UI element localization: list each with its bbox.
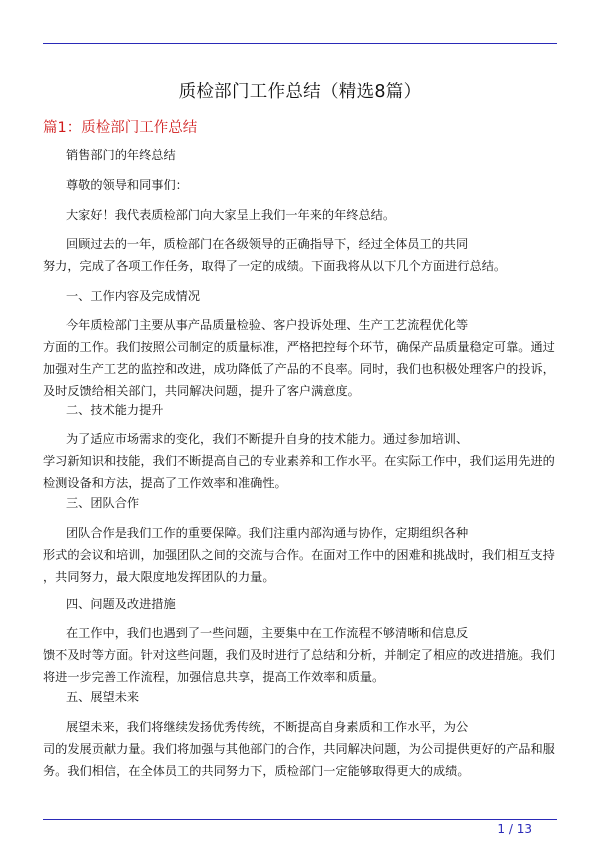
paragraph-1: 销售部门的年终总结 [66, 148, 176, 162]
page-indicator: 1 / 13 [497, 822, 532, 836]
footer-rule [43, 819, 557, 820]
document-title: 质检部门工作总结（精选8篇） [178, 82, 422, 102]
paragraph-tech-skills: 为了适应市场需求的变化，我们不断提升自身的技术能力。通过参加培训、 学习新知识和技能，我们不断提高自己的专业素养和工作水平。在实际工作中，我们运用先进的 检测设备和方法，提高了工作效率和准确性。 [43, 432, 555, 490]
paragraph-2: 尊敬的领导和同事们： [66, 178, 188, 192]
heading-work-content: 一、工作内容及完成情况 [66, 289, 201, 303]
heading-issues: 四、问题及改进措施 [66, 597, 176, 611]
heading-tech-skills: 二、技术能力提升 [66, 403, 164, 417]
paragraph-outlook: 展望未来，我们将继续发扬优秀传统，不断提高自身素质和工作水平，为公 司的发展贡献力量。我们将加强与其他部门的合作，共同解决问题，为公司提供更好的产品和服 务。我们相信，在全体员工的共同努力下，质检部门一定能够取得更大的成绩。 [43, 720, 555, 778]
paragraph-work-content: 今年质检部门主要从事产品质量检验、客户投诉处理、生产工艺流程优化等 方面的工作。我们按照公司制定的质量标准，严格把控每个环节，确保产品质量稳定可靠。通过 加强对生产工艺的监控和改进，成功降低了产品的不良率。同时，我们也积极处理客户的投诉， 及时反馈给相关部门，共同解决问题，提升了客户满意度。 [43, 318, 555, 398]
heading-teamwork: 三、团队合作 [66, 496, 140, 510]
paragraph-3: 大家好！我代表质检部门向大家呈上我们一年来的年终总结。 [66, 208, 396, 222]
section-heading: 篇1：质检部门工作总结 [43, 120, 198, 136]
heading-outlook: 五、展望未来 [66, 690, 140, 704]
paragraph-4: 回顾过去的一年，质检部门在各级领导的正确指导下，经过全体员工的共同 努力，完成了各项工作任务，取得了一定的成绩。下面我将从以下几个方面进行总结。 [43, 237, 507, 273]
paragraph-teamwork: 团队合作是我们工作的重要保障。我们注重内部沟通与协作，定期组织各种 形式的会议和培训，加强团队之间的交流与合作。在面对工作中的困难和挑战时，我们相互支持 ，共同努力，最大限度地发挥团队的力量。 [43, 526, 555, 584]
header-rule [43, 43, 557, 44]
paragraph-issues: 在工作中，我们也遇到了一些问题，主要集中在工作流程不够清晰和信息反 馈不及时等方面。针对这些问题，我们及时进行了总结和分析，并制定了相应的改进措施。我们 将进一步完善工作流程，加强信息共享，提高工作效率和质量。 [43, 626, 555, 684]
